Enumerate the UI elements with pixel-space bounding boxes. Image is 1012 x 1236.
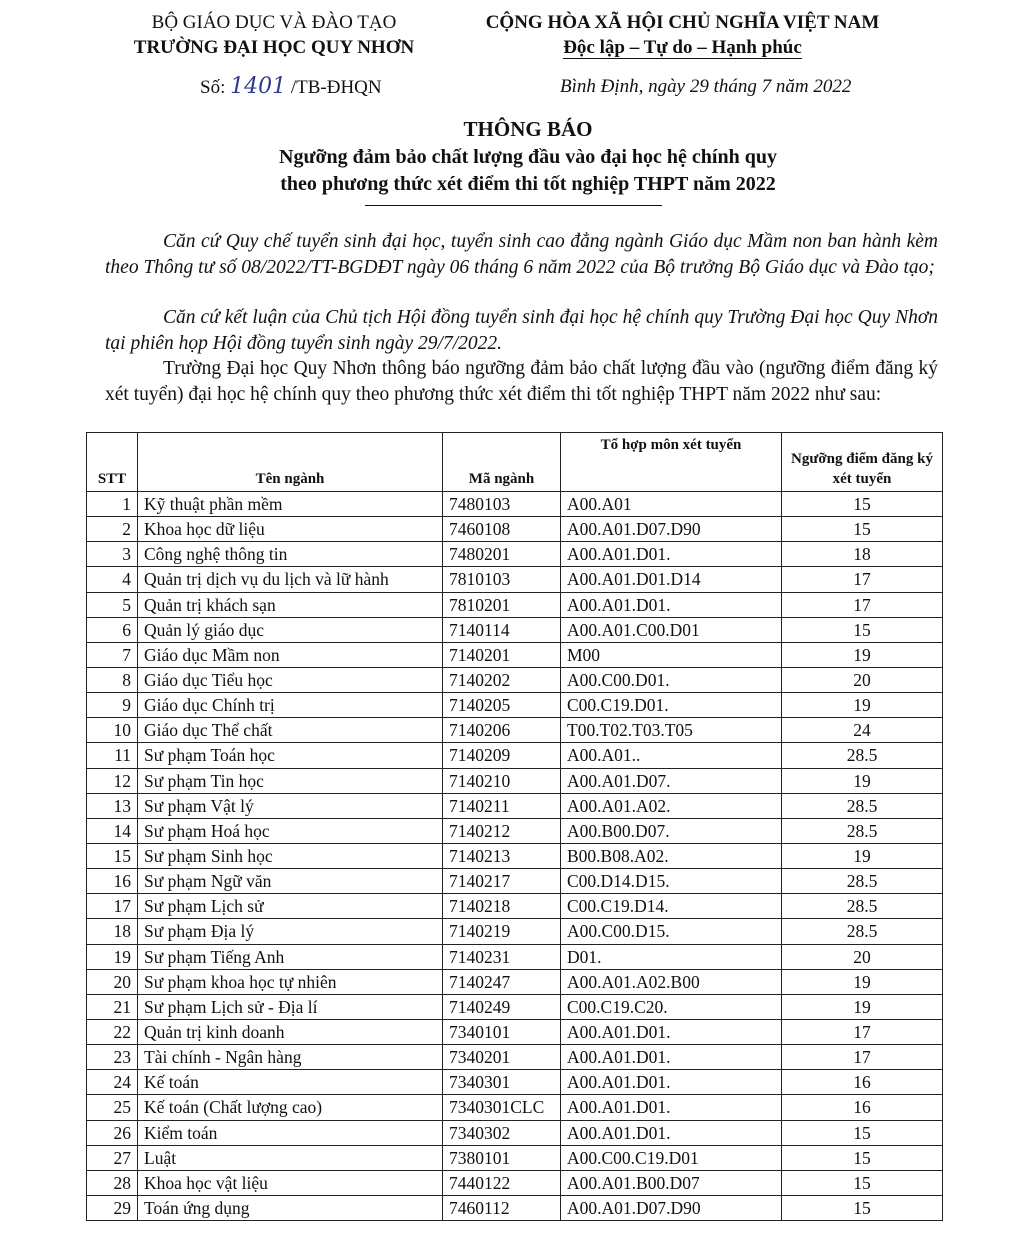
announcement-paragraph: Trường Đại học Quy Nhơn thông báo ngưỡng đảm bảo chất lượng đầu vào (ngưỡng điểm đăng ký xét tuyển) đại học hệ chính quy theo phương thức xét điểm thi tốt nghiệp THPT năm 2022 như sau: [105,358,938,405]
threshold-score: 15 [782,1170,943,1195]
row-stt: 11 [87,743,138,768]
row-stt: 5 [87,592,138,617]
row-stt: 20 [87,969,138,994]
major-code: 7140247 [443,969,561,994]
row-stt: 24 [87,1070,138,1095]
subject-combination: A00.A01.D01. [561,1120,782,1145]
subject-combination: C00.C19.D14. [561,894,782,919]
major-code: 7380101 [443,1145,561,1170]
row-stt: 7 [87,642,138,667]
major-name: Khoa học vật liệu [138,1170,443,1195]
table-row [87,1145,943,1170]
header-stt: STT [87,433,138,492]
subject-combination: C00.C19.C20. [561,994,782,1019]
threshold-score: 28.5 [782,743,943,768]
table-header-row [87,433,943,492]
major-name: Giáo dục Chính trị [138,693,443,718]
table-row [87,718,943,743]
major-code: 7340201 [443,1045,561,1070]
threshold-score: 15 [782,1145,943,1170]
major-code: 7140218 [443,894,561,919]
major-name: Luật [138,1145,443,1170]
major-name: Sư phạm Vật lý [138,793,443,818]
table-row [87,492,943,517]
subject-combination: A00.A01.A02. [561,793,782,818]
row-stt: 4 [87,567,138,592]
issuer-header [108,10,440,60]
number-prefix: Số: [200,77,226,98]
major-name: Giáo dục Thể chất [138,718,443,743]
threshold-score: 28.5 [782,869,943,894]
table-row [87,919,943,944]
table-row [87,542,943,567]
table-row [87,1120,943,1145]
admission-threshold-table [86,432,943,1221]
major-name: Quản trị kinh doanh [138,1019,443,1044]
threshold-score: 17 [782,1045,943,1070]
ministry-name: BỘ GIÁO DỤC VÀ ĐÀO TẠO [151,12,397,33]
threshold-score: 15 [782,492,943,517]
row-stt: 25 [87,1095,138,1120]
major-code: 7480103 [443,492,561,517]
subject-combination: A00.A01.D07.D90 [561,1195,782,1220]
table-row [87,818,943,843]
table-row [87,843,943,868]
major-name: Giáo dục Mầm non [138,642,443,667]
major-name: Sư phạm khoa học tự nhiên [138,969,443,994]
header-subject-combination: Tổ hợp môn xét tuyển [561,433,782,492]
row-stt: 15 [87,843,138,868]
major-code: 7140249 [443,994,561,1019]
header-major-code: Mã ngành [443,433,561,492]
subject-combination: A00.A01.D01. [561,542,782,567]
row-stt: 14 [87,818,138,843]
threshold-score: 19 [782,843,943,868]
subject-combination: A00.A01.D01. [561,1095,782,1120]
national-motto: Độc lập – Tự do – Hạnh phúc [563,37,802,58]
threshold-score: 15 [782,1120,943,1145]
threshold-score: 15 [782,617,943,642]
table-row [87,1095,943,1120]
subject-combination: C00.C19.D01. [561,693,782,718]
major-name: Giáo dục Tiểu học [138,667,443,692]
major-name: Sư phạm Tin học [138,768,443,793]
row-stt: 22 [87,1019,138,1044]
place-date: Bình Định, ngày 29 tháng 7 năm 2022 [560,76,852,97]
threshold-score: 17 [782,592,943,617]
subject-combination: A00.C00.D15. [561,919,782,944]
subject-combination: M00 [561,642,782,667]
threshold-score: 15 [782,517,943,542]
subject-combination: T00.T02.T03.T05 [561,718,782,743]
table-row [87,869,943,894]
row-stt: 8 [87,667,138,692]
major-name: Kế toán (Chất lượng cao) [138,1095,443,1120]
document-title: THÔNG BÁO [463,117,593,141]
subject-combination: D01. [561,944,782,969]
major-code: 7140114 [443,617,561,642]
major-code: 7810201 [443,592,561,617]
threshold-score: 16 [782,1095,943,1120]
subject-combination: A00.A01.D01. [561,1070,782,1095]
major-name: Sư phạm Tiếng Anh [138,944,443,969]
row-stt: 19 [87,944,138,969]
republic-name: CỘNG HÒA XÃ HỘI CHỦ NGHĨA VIỆT NAM [485,12,880,33]
major-name: Quản trị dịch vụ du lịch và lữ hành [138,567,443,592]
subject-combination: A00.A01.D01.D14 [561,567,782,592]
major-code: 7140202 [443,667,561,692]
major-code: 7140217 [443,869,561,894]
major-name: Sư phạm Ngữ văn [138,869,443,894]
major-name: Tài chính - Ngân hàng [138,1045,443,1070]
university-name: TRƯỜNG ĐẠI HỌC QUY NHƠN [133,37,415,58]
legal-basis-paragraph-1: Căn cứ Quy chế tuyển sinh đại học, tuyển sinh cao đẳng ngành Giáo dục Mầm non ban hành kèm theo Thông tư số 08/2022/TT-BGDĐT ngày 06 tháng 6 năm 2022 của Bộ trưởng Bộ Giáo dục và Đào tạo; [105,231,938,278]
legal-basis-paragraph-2: Căn cứ kết luận của Chủ tịch Hội đồng tuyển sinh đại học hệ chính quy Trường Đại học Quy Nhơn tại phiên họp Hội đồng tuyển sinh ngày 29/7/2022. [105,307,938,354]
table-row [87,1045,943,1070]
table-row [87,642,943,667]
major-code: 7140209 [443,743,561,768]
major-code: 7340302 [443,1120,561,1145]
table-body [87,492,943,1221]
table-row [87,592,943,617]
title-divider [365,205,662,206]
threshold-score: 19 [782,642,943,667]
major-code: 7140213 [443,843,561,868]
table-row [87,1170,943,1195]
threshold-score: 28.5 [782,919,943,944]
subject-combination: A00.A01.B00.D07 [561,1170,782,1195]
threshold-score: 24 [782,718,943,743]
table-row [87,1070,943,1095]
major-name: Sư phạm Toán học [138,743,443,768]
row-stt: 13 [87,793,138,818]
threshold-score: 28.5 [782,894,943,919]
major-code: 7340301 [443,1070,561,1095]
table-row [87,667,943,692]
table-row [87,969,943,994]
row-stt: 6 [87,617,138,642]
document-subtitle-line1: Ngưỡng đảm bảo chất lượng đầu vào đại học hệ chính quy [279,146,777,168]
major-code: 7460112 [443,1195,561,1220]
major-name: Kỹ thuật phần mềm [138,492,443,517]
major-code: 7480201 [443,542,561,567]
row-stt: 18 [87,919,138,944]
major-code: 7340101 [443,1019,561,1044]
header-major-name: Tên ngành [138,433,443,492]
row-stt: 2 [87,517,138,542]
row-stt: 28 [87,1170,138,1195]
national-header [455,10,910,60]
major-code: 7140205 [443,693,561,718]
row-stt: 9 [87,693,138,718]
major-code: 7810103 [443,567,561,592]
table-row [87,1019,943,1044]
row-stt: 26 [87,1120,138,1145]
major-name: Quản trị khách sạn [138,592,443,617]
subject-combination: A00.A01.D07. [561,768,782,793]
threshold-score: 17 [782,567,943,592]
table-row [87,944,943,969]
table-row [87,567,943,592]
major-name: Sư phạm Lịch sử [138,894,443,919]
subject-combination: A00.A01 [561,492,782,517]
subject-combination: A00.A01.. [561,743,782,768]
major-code: 7140231 [443,944,561,969]
row-stt: 21 [87,994,138,1019]
major-code: 7340301CLC [443,1095,561,1120]
row-stt: 16 [87,869,138,894]
major-code: 7140219 [443,919,561,944]
major-code: 7140206 [443,718,561,743]
row-stt: 27 [87,1145,138,1170]
threshold-score: 15 [782,1195,943,1220]
row-stt: 12 [87,768,138,793]
threshold-score: 19 [782,994,943,1019]
handwritten-number: 1401 [230,74,287,99]
subject-combination: A00.A01.D01. [561,1019,782,1044]
subject-combination: B00.B08.A02. [561,843,782,868]
major-code: 7140212 [443,818,561,843]
row-stt: 23 [87,1045,138,1070]
row-stt: 3 [87,542,138,567]
major-name: Công nghệ thông tin [138,542,443,567]
subject-combination: A00.A01.D07.D90 [561,517,782,542]
threshold-score: 28.5 [782,793,943,818]
threshold-score: 18 [782,542,943,567]
major-code: 7140210 [443,768,561,793]
document-subtitle-line2: theo phương thức xét điểm thi tốt nghiệp THPT năm 2022 [280,173,776,195]
table-row [87,793,943,818]
table-row [87,743,943,768]
major-name: Sư phạm Địa lý [138,919,443,944]
table-row [87,894,943,919]
table-row [87,768,943,793]
threshold-score: 20 [782,944,943,969]
major-name: Kiểm toán [138,1120,443,1145]
threshold-score: 17 [782,1019,943,1044]
major-code: 7140211 [443,793,561,818]
major-name: Kế toán [138,1070,443,1095]
threshold-score: 16 [782,1070,943,1095]
table-row [87,994,943,1019]
subject-combination: A00.C00.C19.D01 [561,1145,782,1170]
major-code: 7460108 [443,517,561,542]
row-stt: 17 [87,894,138,919]
number-suffix: /TB-ĐHQN [290,77,382,98]
document-number [200,74,382,99]
major-name: Sư phạm Sinh học [138,843,443,868]
major-name: Khoa học dữ liệu [138,517,443,542]
row-stt: 10 [87,718,138,743]
subject-combination: A00.A01.A02.B00 [561,969,782,994]
table-row [87,517,943,542]
row-stt: 1 [87,492,138,517]
major-name: Sư phạm Hoá học [138,818,443,843]
header-threshold-score: Ngưỡng điểm đăng ký xét tuyển [782,433,943,492]
subject-combination: A00.C00.D01. [561,667,782,692]
major-name: Quản lý giáo dục [138,617,443,642]
threshold-score: 19 [782,693,943,718]
subject-combination: C00.D14.D15. [561,869,782,894]
subject-combination: A00.A01.D01. [561,1045,782,1070]
threshold-score: 19 [782,768,943,793]
subject-combination: A00.A01.D01. [561,592,782,617]
table-row [87,1195,943,1220]
subject-combination: A00.B00.D07. [561,818,782,843]
row-stt: 29 [87,1195,138,1220]
major-code: 7440122 [443,1170,561,1195]
major-code: 7140201 [443,642,561,667]
table-row [87,617,943,642]
threshold-score: 20 [782,667,943,692]
major-name: Toán ứng dụng [138,1195,443,1220]
threshold-score: 19 [782,969,943,994]
table-row [87,693,943,718]
subject-combination: A00.A01.C00.D01 [561,617,782,642]
threshold-score: 28.5 [782,818,943,843]
major-name: Sư phạm Lịch sử - Địa lí [138,994,443,1019]
